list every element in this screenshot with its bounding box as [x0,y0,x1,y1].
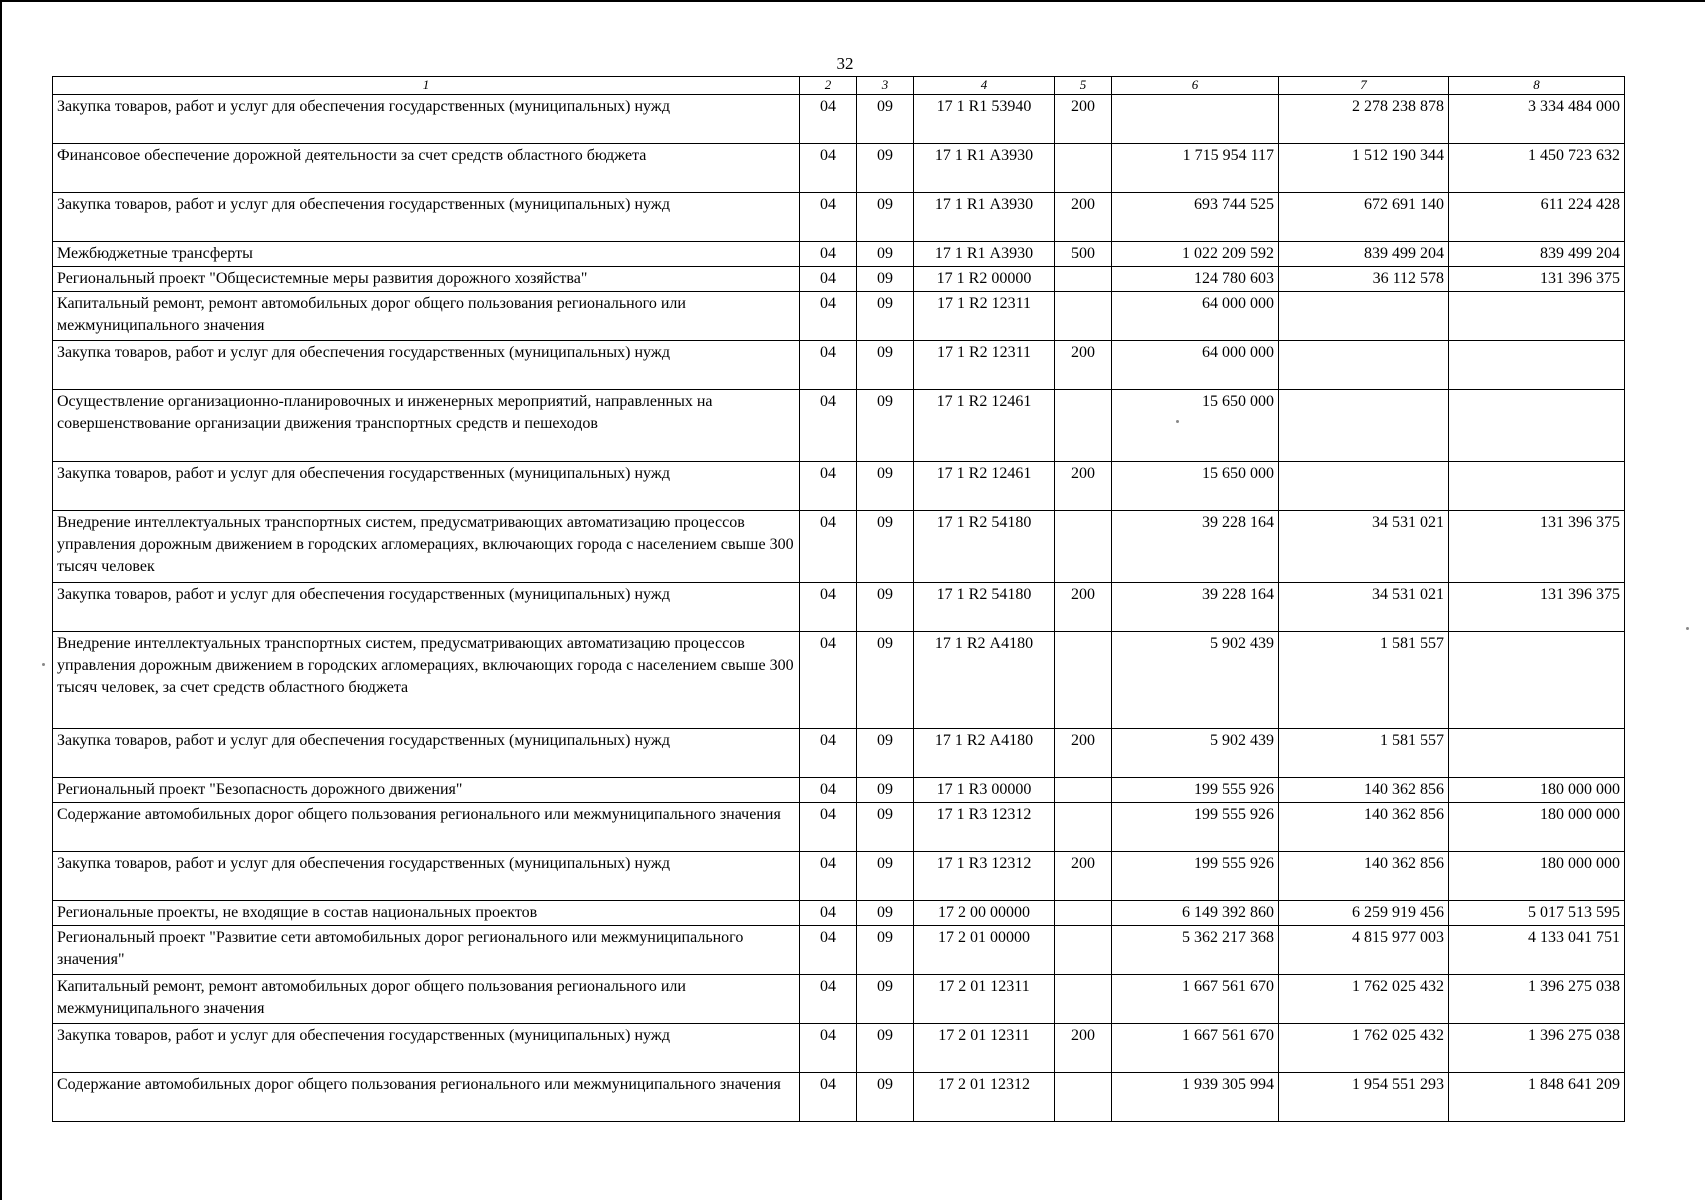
target-article-cell: 17 1 R3 12312 [914,803,1055,852]
expense-type-cell: 200 [1055,729,1112,778]
amount-col8-cell [1449,390,1625,462]
table-row [53,267,1625,292]
target-article-cell: 17 1 R3 00000 [914,778,1055,803]
amount-col8-cell: 180 000 000 [1449,803,1625,852]
section-code-cell: 04 [800,95,857,144]
section-code-cell: 04 [800,1073,857,1122]
target-article-cell: 17 1 R2 12311 [914,341,1055,390]
row-name-cell: Закупка товаров, работ и услуг для обеспечения государственных (муниципальных) нужд [53,462,800,511]
section-code-cell: 04 [800,292,857,341]
expense-type-cell: 200 [1055,193,1112,242]
row-name-cell: Закупка товаров, работ и услуг для обеспечения государственных (муниципальных) нужд [53,341,800,390]
column-header: 2 [800,77,857,95]
row-name-cell: Закупка товаров, работ и услуг для обеспечения государственных (муниципальных) нужд [53,95,800,144]
target-article-cell: 17 1 R2 54180 [914,583,1055,632]
amount-col6-cell: 1 022 209 592 [1112,242,1279,267]
expense-type-cell [1055,901,1112,926]
section-code-cell: 04 [800,462,857,511]
expense-type-cell: 500 [1055,242,1112,267]
amount-col7-cell [1279,341,1449,390]
amount-col7-cell: 839 499 204 [1279,242,1449,267]
amount-col8-cell: 180 000 000 [1449,852,1625,901]
subsection-code-cell: 09 [857,975,914,1024]
subsection-code-cell: 09 [857,292,914,341]
subsection-code-cell: 09 [857,267,914,292]
table-row [53,901,1625,926]
amount-col6-cell: 124 780 603 [1112,267,1279,292]
amount-col8-cell: 1 396 275 038 [1449,975,1625,1024]
amount-col6-cell: 5 902 439 [1112,729,1279,778]
subsection-code-cell: 09 [857,242,914,267]
column-header: 7 [1279,77,1449,95]
target-article-cell: 17 1 R3 12312 [914,852,1055,901]
target-article-cell: 17 1 R1 А3930 [914,242,1055,267]
table-row [53,390,1625,462]
amount-col7-cell: 2 278 238 878 [1279,95,1449,144]
row-name-cell: Содержание автомобильных дорог общего пользования регионального или межмуниципального значения [53,803,800,852]
amount-col6-cell: 199 555 926 [1112,778,1279,803]
subsection-code-cell: 09 [857,193,914,242]
amount-col6-cell: 5 362 217 368 [1112,926,1279,975]
expense-type-cell [1055,1073,1112,1122]
target-article-cell: 17 2 01 12312 [914,1073,1055,1122]
amount-col6-cell: 693 744 525 [1112,193,1279,242]
target-article-cell: 17 1 R2 12461 [914,390,1055,462]
amount-col7-cell: 36 112 578 [1279,267,1449,292]
section-code-cell: 04 [800,632,857,729]
amount-col6-cell: 39 228 164 [1112,511,1279,583]
row-name-cell: Региональный проект "Развитие сети автомобильных дорог регионального или межмуниципального значения" [53,926,800,975]
section-code-cell: 04 [800,778,857,803]
amount-col7-cell: 140 362 856 [1279,803,1449,852]
column-number-row [53,77,1625,95]
amount-col7-cell [1279,390,1449,462]
column-header: 1 [53,77,800,95]
amount-col8-cell: 131 396 375 [1449,267,1625,292]
expense-type-cell [1055,267,1112,292]
amount-col8-cell [1449,292,1625,341]
amount-col6-cell: 1 939 305 994 [1112,1073,1279,1122]
target-article-cell: 17 1 R2 А4180 [914,632,1055,729]
amount-col7-cell: 1 512 190 344 [1279,144,1449,193]
row-name-cell: Капитальный ремонт, ремонт автомобильных дорог общего пользования регионального или межмуниципального значения [53,975,800,1024]
amount-col7-cell: 34 531 021 [1279,511,1449,583]
row-name-cell: Закупка товаров, работ и услуг для обеспечения государственных (муниципальных) нужд [53,852,800,901]
amount-col6-cell: 1 667 561 670 [1112,975,1279,1024]
amount-col8-cell: 839 499 204 [1449,242,1625,267]
amount-col7-cell: 1 581 557 [1279,729,1449,778]
amount-col7-cell: 6 259 919 456 [1279,901,1449,926]
section-code-cell: 04 [800,267,857,292]
budget-table [52,76,1625,1122]
subsection-code-cell: 09 [857,1073,914,1122]
row-name-cell: Закупка товаров, работ и услуг для обеспечения государственных (муниципальных) нужд [53,583,800,632]
amount-col6-cell: 15 650 000 [1112,390,1279,462]
table-row [53,511,1625,583]
column-header: 6 [1112,77,1279,95]
subsection-code-cell: 09 [857,511,914,583]
table-row [53,632,1625,729]
section-code-cell: 04 [800,583,857,632]
row-name-cell: Региональные проекты, не входящие в состав национальных проектов [53,901,800,926]
expense-type-cell [1055,632,1112,729]
row-name-cell: Региональный проект "Безопасность дорожного движения" [53,778,800,803]
subsection-code-cell: 09 [857,901,914,926]
table-row [53,95,1625,144]
table-row [53,1073,1625,1122]
amount-col6-cell: 6 149 392 860 [1112,901,1279,926]
amount-col7-cell: 672 691 140 [1279,193,1449,242]
table-row [53,341,1625,390]
expense-type-cell: 200 [1055,1024,1112,1073]
amount-col8-cell: 611 224 428 [1449,193,1625,242]
expense-type-cell [1055,292,1112,341]
amount-col8-cell: 1 396 275 038 [1449,1024,1625,1073]
amount-col8-cell [1449,632,1625,729]
row-name-cell: Закупка товаров, работ и услуг для обеспечения государственных (муниципальных) нужд [53,1024,800,1073]
section-code-cell: 04 [800,852,857,901]
subsection-code-cell: 09 [857,778,914,803]
subsection-code-cell: 09 [857,803,914,852]
amount-col6-cell: 64 000 000 [1112,341,1279,390]
section-code-cell: 04 [800,242,857,267]
amount-col8-cell [1449,729,1625,778]
amount-col6-cell: 199 555 926 [1112,803,1279,852]
amount-col6-cell: 39 228 164 [1112,583,1279,632]
expense-type-cell: 200 [1055,95,1112,144]
expense-type-cell: 200 [1055,462,1112,511]
amount-col6-cell: 1 667 561 670 [1112,1024,1279,1073]
scan-speck [42,663,45,666]
table-row [53,292,1625,341]
amount-col6-cell: 5 902 439 [1112,632,1279,729]
amount-col8-cell [1449,341,1625,390]
amount-col8-cell: 180 000 000 [1449,778,1625,803]
section-code-cell: 04 [800,729,857,778]
amount-col7-cell [1279,462,1449,511]
table-row [53,462,1625,511]
subsection-code-cell: 09 [857,926,914,975]
target-article-cell: 17 2 01 12311 [914,1024,1055,1073]
column-header: 8 [1449,77,1625,95]
expense-type-cell [1055,390,1112,462]
row-name-cell: Капитальный ремонт, ремонт автомобильных дорог общего пользования регионального или межмуниципального значения [53,292,800,341]
target-article-cell: 17 1 R2 А4180 [914,729,1055,778]
subsection-code-cell: 09 [857,390,914,462]
expense-type-cell [1055,778,1112,803]
table-row [53,852,1625,901]
expense-type-cell [1055,975,1112,1024]
section-code-cell: 04 [800,803,857,852]
target-article-cell: 17 2 00 00000 [914,901,1055,926]
table-row [53,1024,1625,1073]
table-row [53,242,1625,267]
section-code-cell: 04 [800,901,857,926]
amount-col8-cell: 3 334 484 000 [1449,95,1625,144]
row-name-cell: Содержание автомобильных дорог общего пользования регионального или межмуниципального значения [53,1073,800,1122]
column-header: 3 [857,77,914,95]
amount-col8-cell: 4 133 041 751 [1449,926,1625,975]
expense-type-cell: 200 [1055,852,1112,901]
scan-speck [1686,627,1689,630]
table-row [53,926,1625,975]
column-header: 4 [914,77,1055,95]
amount-col7-cell: 1 762 025 432 [1279,975,1449,1024]
target-article-cell: 17 2 01 00000 [914,926,1055,975]
subsection-code-cell: 09 [857,144,914,193]
row-name-cell: Осуществление организационно-планировочных и инженерных мероприятий, направленных на совершенствование организации движения транспортных средств и пешеходов [53,390,800,462]
amount-col6-cell: 1 715 954 117 [1112,144,1279,193]
target-article-cell: 17 1 R1 53940 [914,95,1055,144]
row-name-cell: Внедрение интеллектуальных транспортных систем, предусматривающих автоматизацию процессов управления дорожным движением в городских агломерациях, включающих города с населением свыше 300 тысяч человек [53,511,800,583]
subsection-code-cell: 09 [857,729,914,778]
target-article-cell: 17 1 R1 А3930 [914,193,1055,242]
row-name-cell: Региональный проект "Общесистемные меры развития дорожного хозяйства" [53,267,800,292]
subsection-code-cell: 09 [857,852,914,901]
expense-type-cell [1055,926,1112,975]
amount-col7-cell: 4 815 977 003 [1279,926,1449,975]
target-article-cell: 17 1 R1 А3930 [914,144,1055,193]
amount-col7-cell: 1 581 557 [1279,632,1449,729]
amount-col7-cell: 1 762 025 432 [1279,1024,1449,1073]
table-row [53,144,1625,193]
table-row [53,803,1625,852]
amount-col8-cell: 1 848 641 209 [1449,1073,1625,1122]
section-code-cell: 04 [800,144,857,193]
target-article-cell: 17 1 R2 54180 [914,511,1055,583]
row-name-cell: Межбюджетные трансферты [53,242,800,267]
target-article-cell: 17 2 01 12311 [914,975,1055,1024]
subsection-code-cell: 09 [857,632,914,729]
amount-col8-cell: 5 017 513 595 [1449,901,1625,926]
amount-col7-cell: 140 362 856 [1279,852,1449,901]
section-code-cell: 04 [800,1024,857,1073]
table-row [53,193,1625,242]
expense-type-cell: 200 [1055,341,1112,390]
row-name-cell: Закупка товаров, работ и услуг для обеспечения государственных (муниципальных) нужд [53,729,800,778]
column-header: 5 [1055,77,1112,95]
amount-col7-cell [1279,292,1449,341]
amount-col7-cell: 34 531 021 [1279,583,1449,632]
row-name-cell: Финансовое обеспечение дорожной деятельности за счет средств областного бюджета [53,144,800,193]
table-row [53,729,1625,778]
section-code-cell: 04 [800,975,857,1024]
expense-type-cell [1055,803,1112,852]
subsection-code-cell: 09 [857,462,914,511]
section-code-cell: 04 [800,390,857,462]
subsection-code-cell: 09 [857,1024,914,1073]
table-row [53,975,1625,1024]
amount-col8-cell [1449,462,1625,511]
amount-col6-cell: 64 000 000 [1112,292,1279,341]
row-name-cell: Внедрение интеллектуальных транспортных систем, предусматривающих автоматизацию процессов управления дорожным движением в городских агломерациях, включающих города с населением свыше 300 тысяч человек, за счет средств областного бюджета [53,632,800,729]
section-code-cell: 04 [800,511,857,583]
expense-type-cell [1055,144,1112,193]
amount-col7-cell: 140 362 856 [1279,778,1449,803]
section-code-cell: 04 [800,193,857,242]
amount-col6-cell: 199 555 926 [1112,852,1279,901]
table-row [53,583,1625,632]
expense-type-cell [1055,511,1112,583]
page-number: 32 [836,54,854,73]
target-article-cell: 17 1 R2 12461 [914,462,1055,511]
scan-speck [1176,420,1179,423]
section-code-cell: 04 [800,926,857,975]
table-row [53,778,1625,803]
target-article-cell: 17 1 R2 00000 [914,267,1055,292]
subsection-code-cell: 09 [857,341,914,390]
amount-col8-cell: 1 450 723 632 [1449,144,1625,193]
subsection-code-cell: 09 [857,95,914,144]
amount-col8-cell: 131 396 375 [1449,583,1625,632]
section-code-cell: 04 [800,341,857,390]
amount-col8-cell: 131 396 375 [1449,511,1625,583]
amount-col6-cell: 15 650 000 [1112,462,1279,511]
expense-type-cell: 200 [1055,583,1112,632]
row-name-cell: Закупка товаров, работ и услуг для обеспечения государственных (муниципальных) нужд [53,193,800,242]
target-article-cell: 17 1 R2 12311 [914,292,1055,341]
amount-col6-cell [1112,95,1279,144]
amount-col7-cell: 1 954 551 293 [1279,1073,1449,1122]
subsection-code-cell: 09 [857,583,914,632]
